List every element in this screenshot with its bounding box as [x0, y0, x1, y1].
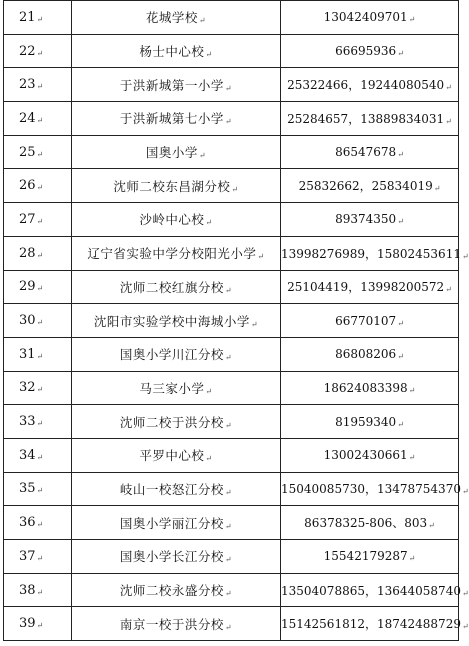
phone-cell — [281, 203, 459, 237]
table-row — [4, 506, 459, 540]
table-row — [4, 304, 459, 338]
school-name-text: 平罗中心校 — [139, 448, 205, 464]
table-row — [4, 270, 459, 304]
school-name-text: 辽宁省实验中学分校阳光小学 — [87, 246, 257, 262]
paragraph-mark-icon: ↵ — [224, 487, 233, 497]
school-name-cell — [72, 405, 281, 439]
school-name-cell — [72, 34, 281, 68]
paragraph-mark-icon: ↵ — [224, 285, 233, 295]
school-name-cell — [72, 169, 281, 203]
school-contact-table — [3, 0, 469, 641]
school-name-text: 花城学校 — [145, 10, 198, 26]
table-row — [4, 1, 459, 35]
paragraph-mark-icon: ↵ — [205, 386, 213, 396]
table-row — [4, 203, 459, 237]
paragraph-mark-icon: ↵ — [36, 284, 44, 294]
paragraph-mark-icon: ↵ — [36, 115, 44, 125]
school-name-text: 国奥小学丽江分校 — [119, 515, 224, 531]
row-number-cell — [4, 102, 72, 136]
table-row — [4, 371, 459, 405]
paragraph-mark-icon: ↵ — [224, 353, 233, 363]
row-number-cell — [4, 169, 72, 203]
phone-cell — [281, 169, 459, 203]
school-name-text: 沙岭中心校 — [139, 212, 205, 228]
paragraph-mark-icon: ↵ — [397, 419, 404, 429]
table-body — [4, 1, 469, 641]
paragraph-mark-icon: ↵ — [36, 520, 44, 530]
row-number-text: 32 — [19, 380, 36, 396]
phone-text: 13504078865，13644058740 — [281, 583, 461, 598]
row-number-cell — [4, 236, 72, 270]
phone-cell — [281, 607, 469, 641]
row-number-text: 30 — [19, 313, 36, 329]
phone-text: 13998276989，15802453611 — [281, 246, 461, 261]
school-name-cell — [72, 102, 281, 136]
paragraph-mark-icon: ↵ — [397, 318, 404, 328]
paragraph-mark-icon: ↵ — [36, 452, 44, 462]
table-row — [4, 169, 459, 203]
row-number-cell — [4, 270, 72, 304]
school-name-text: 于洪新城第一小学 — [119, 77, 224, 93]
school-name-text: 岐山一校怒江分校 — [119, 481, 224, 497]
phone-text: 15542179287 — [323, 549, 408, 564]
phone-cell — [281, 135, 459, 169]
school-name-cell — [72, 270, 281, 304]
paragraph-mark-icon: ↵ — [461, 622, 469, 632]
row-number-cell — [4, 405, 72, 439]
school-name-cell — [72, 607, 281, 641]
row-number-cell — [4, 304, 72, 338]
paragraph-mark-icon: ↵ — [198, 16, 207, 26]
phone-text: 66770107 — [335, 313, 397, 328]
school-name-text: 沈师二校永盛分校 — [119, 583, 224, 599]
row-number-text: 35 — [19, 481, 36, 497]
phone-text: 13042409701 — [323, 10, 408, 25]
paragraph-mark-icon: ↵ — [205, 218, 213, 228]
paragraph-mark-icon: ↵ — [36, 621, 44, 631]
paragraph-mark-icon: ↵ — [445, 116, 452, 126]
phone-cell — [281, 540, 459, 574]
paragraph-mark-icon: ↵ — [461, 487, 469, 497]
table-row — [4, 573, 459, 607]
row-number-cell — [4, 540, 72, 574]
paragraph-mark-icon: ↵ — [461, 251, 469, 261]
school-name-text: 南京一校于洪分校 — [119, 616, 224, 632]
paragraph-mark-icon: ↵ — [224, 589, 233, 599]
school-name-cell — [72, 135, 281, 169]
table-row — [4, 540, 459, 574]
phone-text: 86547678 — [335, 145, 397, 160]
school-name-text: 沈师二校东昌湖分校 — [113, 178, 231, 194]
table-row — [4, 472, 459, 506]
row-number-text: 28 — [19, 245, 36, 261]
table-row — [4, 102, 459, 136]
paragraph-mark-icon: ↵ — [408, 453, 416, 463]
phone-cell — [281, 304, 459, 338]
school-name-cell — [72, 371, 281, 405]
paragraph-mark-icon: ↵ — [198, 151, 207, 161]
phone-text: 25284657，13889834031 — [287, 111, 445, 126]
paragraph-mark-icon: ↵ — [461, 588, 469, 598]
table-row — [4, 337, 459, 371]
paragraph-mark-icon: ↵ — [205, 454, 213, 464]
phone-text: 86378325-806、803 — [304, 516, 428, 531]
paragraph-mark-icon: ↵ — [36, 351, 44, 361]
school-name-text: 沈阳市实验学校中海城小学 — [93, 313, 250, 329]
school-name-cell — [72, 337, 281, 371]
row-number-text: 36 — [19, 515, 36, 531]
paragraph-mark-icon: ↵ — [397, 150, 404, 160]
paragraph-mark-icon: ↵ — [224, 117, 233, 127]
school-name-text: 于洪新城第七小学 — [119, 111, 224, 127]
phone-cell — [281, 1, 459, 35]
paragraph-mark-icon: ↵ — [397, 352, 404, 362]
phone-text: 18624083398 — [323, 380, 408, 395]
phone-text: 89374350 — [335, 212, 397, 227]
paragraph-mark-icon: ↵ — [257, 252, 265, 262]
row-number-text: 39 — [19, 616, 36, 632]
row-number-cell — [4, 506, 72, 540]
row-number-cell — [4, 1, 72, 35]
paragraph-mark-icon: ↵ — [36, 587, 44, 597]
phone-cell — [281, 102, 459, 136]
phone-cell — [281, 270, 459, 304]
row-number-cell — [4, 472, 72, 506]
paragraph-mark-icon: ↵ — [36, 14, 44, 24]
phone-text: 25104419，13998200572 — [287, 280, 445, 295]
school-name-cell — [72, 506, 281, 540]
table-row — [4, 135, 459, 169]
paragraph-mark-icon: ↵ — [224, 83, 233, 93]
table-row — [4, 405, 459, 439]
phone-cell — [281, 405, 459, 439]
row-number-text: 33 — [19, 414, 36, 430]
paragraph-mark-icon: ↵ — [397, 217, 404, 227]
phone-cell — [281, 34, 459, 68]
paragraph-mark-icon: ↵ — [224, 622, 233, 632]
phone-text: 15040085730，13478754370 — [281, 482, 461, 497]
paragraph-mark-icon: ↵ — [36, 486, 44, 496]
paragraph-mark-icon: ↵ — [224, 555, 233, 565]
row-number-cell — [4, 68, 72, 102]
row-number-text: 24 — [19, 110, 36, 126]
school-name-text: 沈师二校红旗分校 — [119, 279, 224, 295]
school-name-cell — [72, 540, 281, 574]
paragraph-mark-icon: ↵ — [36, 216, 44, 226]
paragraph-mark-icon: ↵ — [408, 385, 416, 395]
row-number-text: 31 — [19, 346, 36, 362]
table-row — [4, 438, 459, 472]
school-name-text: 国奥小学 — [145, 145, 198, 161]
row-number-text: 29 — [19, 279, 36, 295]
row-number-cell — [4, 371, 72, 405]
school-name-text: 国奥小学川江分校 — [119, 347, 224, 363]
paragraph-mark-icon: ↵ — [36, 419, 44, 429]
row-number-cell — [4, 203, 72, 237]
school-name-cell — [72, 236, 281, 270]
row-number-cell — [4, 34, 72, 68]
phone-cell — [281, 337, 459, 371]
phone-cell — [281, 236, 469, 270]
school-name-cell — [72, 573, 281, 607]
row-number-text: 38 — [19, 582, 36, 598]
school-name-cell — [72, 1, 281, 35]
school-name-text: 国奥小学长江分校 — [119, 549, 224, 565]
phone-cell — [281, 472, 469, 506]
table-row — [4, 68, 459, 102]
row-number-text: 34 — [19, 447, 36, 463]
paragraph-mark-icon: ↵ — [433, 184, 441, 194]
school-name-cell — [72, 472, 281, 506]
row-number-cell — [4, 607, 72, 641]
paragraph-mark-icon: ↵ — [36, 385, 44, 395]
phone-cell — [281, 438, 459, 472]
table-row — [4, 34, 459, 68]
paragraph-mark-icon: ↵ — [408, 15, 416, 25]
row-number-text: 25 — [19, 144, 36, 160]
school-name-cell — [72, 68, 281, 102]
school-name-cell — [72, 304, 281, 338]
phone-text: 25322466，19244080540 — [287, 78, 445, 93]
phone-text: 81959340 — [335, 414, 397, 429]
phone-cell — [281, 68, 459, 102]
phone-cell — [281, 371, 459, 405]
school-name-text: 杨士中心校 — [139, 44, 205, 60]
row-number-cell — [4, 438, 72, 472]
phone-text: 15142561812，18742488729 — [281, 617, 461, 632]
phone-text: 86808206 — [335, 347, 397, 362]
paragraph-mark-icon: ↵ — [224, 521, 233, 531]
paragraph-mark-icon: ↵ — [36, 250, 44, 260]
row-number-cell — [4, 135, 72, 169]
paragraph-mark-icon: ↵ — [408, 554, 416, 564]
paragraph-mark-icon: ↵ — [36, 553, 44, 563]
paragraph-mark-icon: ↵ — [224, 420, 233, 430]
paragraph-mark-icon: ↵ — [36, 82, 44, 92]
paragraph-mark-icon: ↵ — [36, 183, 44, 193]
row-number-text: 22 — [19, 43, 36, 59]
paragraph-mark-icon: ↵ — [428, 521, 435, 531]
phone-cell — [281, 506, 459, 540]
row-number-text: 37 — [19, 548, 36, 564]
row-number-text: 26 — [19, 178, 36, 194]
school-name-text: 沈师二校于洪分校 — [119, 414, 224, 430]
school-name-cell — [72, 203, 281, 237]
paragraph-mark-icon: ↵ — [397, 49, 404, 59]
paragraph-mark-icon: ↵ — [36, 48, 44, 58]
paragraph-mark-icon: ↵ — [205, 50, 213, 60]
phone-text: 13002430661 — [323, 448, 408, 463]
table-row — [4, 236, 459, 270]
row-number-text: 23 — [19, 77, 36, 93]
paragraph-mark-icon: ↵ — [231, 184, 239, 194]
table-row — [4, 607, 459, 641]
row-number-text: 21 — [19, 9, 36, 25]
phone-text: 66695936 — [335, 44, 397, 59]
paragraph-mark-icon: ↵ — [36, 318, 44, 328]
row-number-cell — [4, 573, 72, 607]
paragraph-mark-icon: ↵ — [445, 285, 452, 295]
phone-text: 25832662，25834019 — [298, 179, 433, 194]
row-number-cell — [4, 337, 72, 371]
school-name-cell — [72, 438, 281, 472]
row-number-text: 27 — [19, 211, 36, 227]
phone-cell — [281, 573, 469, 607]
paragraph-mark-icon: ↵ — [36, 149, 44, 159]
paragraph-mark-icon: ↵ — [445, 83, 452, 93]
paragraph-mark-icon: ↵ — [250, 319, 259, 329]
school-name-text: 马三家小学 — [139, 380, 205, 396]
